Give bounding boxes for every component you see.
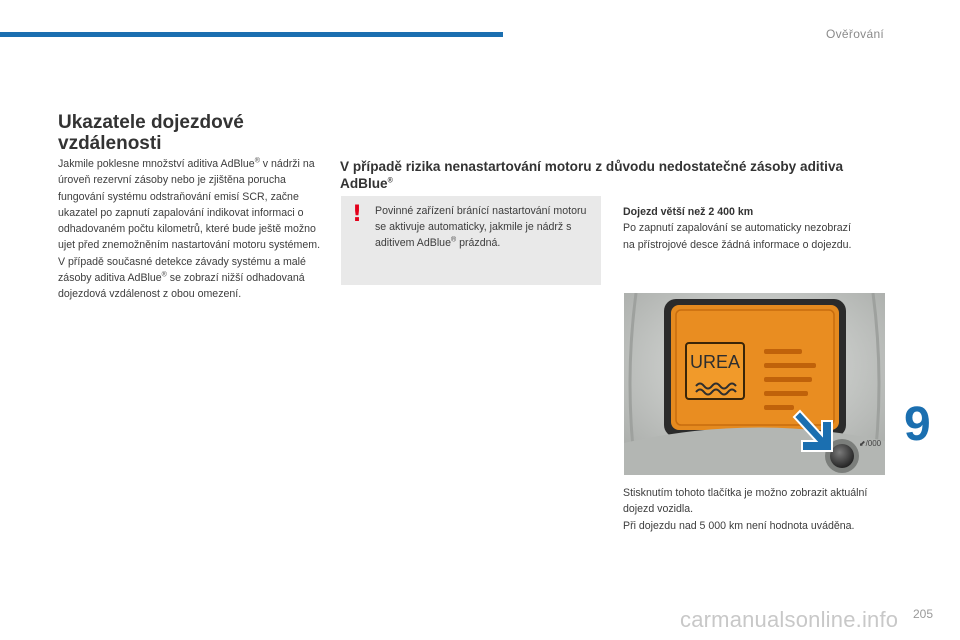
paragraph: Při dojezdu nad 5 000 km není hodnota uváděna. [623, 519, 855, 532]
registered-mark: ® [161, 271, 167, 279]
range-heading: Dojezd větší než 2 400 km [623, 206, 754, 218]
section-title: Ukazatele dojezdové vzdálenosti [58, 112, 244, 154]
subsection-title [340, 158, 880, 192]
warning-box [341, 196, 601, 285]
urea-label: UREA [689, 352, 741, 372]
text-span: v nádrži na úroveň rezervní zásoby nebo je zjištěna porucha fungování systému odstraňování emisí SCR, začne ukazatel po zapnutí zapalování indikovat informaci o odhadovaném počtu kilometrů, které bude ještě možno ujet před znemožněním nastartování motoru systémem. [58, 158, 321, 252]
left-body [58, 156, 333, 303]
text-span: Jakmile poklesne množství aditiva AdBlue [58, 158, 255, 170]
title-text: V případě rizika nenastartování motoru z důvodu nedostatečné zásoby aditiva AdBlue [340, 159, 844, 191]
odometer-button-label: ⬋/000 [858, 439, 882, 448]
registered-mark: ® [254, 157, 260, 165]
header-accent-bar [0, 32, 503, 37]
range-text: Po zapnutí zapalování se automaticky nezobrazí na přístrojové desce žádná informace o dojezdu. [623, 222, 852, 251]
watermark: carmanualsonline.info [680, 607, 899, 632]
exclamation-icon: ! [351, 202, 363, 227]
registered-mark: ® [387, 177, 393, 185]
paragraph: Stisknutím tohoto tlačítka je možno zobrazit aktuální dojezd vozidla. [623, 487, 868, 516]
instrument-panel-illustration [624, 293, 885, 475]
instrument-panel-image [624, 293, 885, 475]
text-span: V případě současné detekce závady systému a malé zásoby aditiva AdBlue [58, 255, 306, 285]
text-span: Povinné zařízení bránící nastartování motoru se aktivuje automaticky, jakmile je nádrž s aditivem AdBlue [375, 205, 587, 249]
section-label: Ověřování [826, 27, 885, 41]
warning-text [375, 203, 597, 251]
registered-mark: ® [450, 236, 457, 244]
page-number: 205 [913, 607, 934, 621]
text-span: prázdná. [456, 237, 501, 249]
chapter-number: 9 [904, 398, 931, 451]
paragraph [58, 254, 333, 303]
paragraph [58, 156, 333, 254]
text-span: se zobrazí nižší odhadovaná dojezdová vzdálenost z obou omezení. [58, 272, 305, 301]
image-caption [623, 485, 873, 534]
range-info [623, 204, 863, 253]
